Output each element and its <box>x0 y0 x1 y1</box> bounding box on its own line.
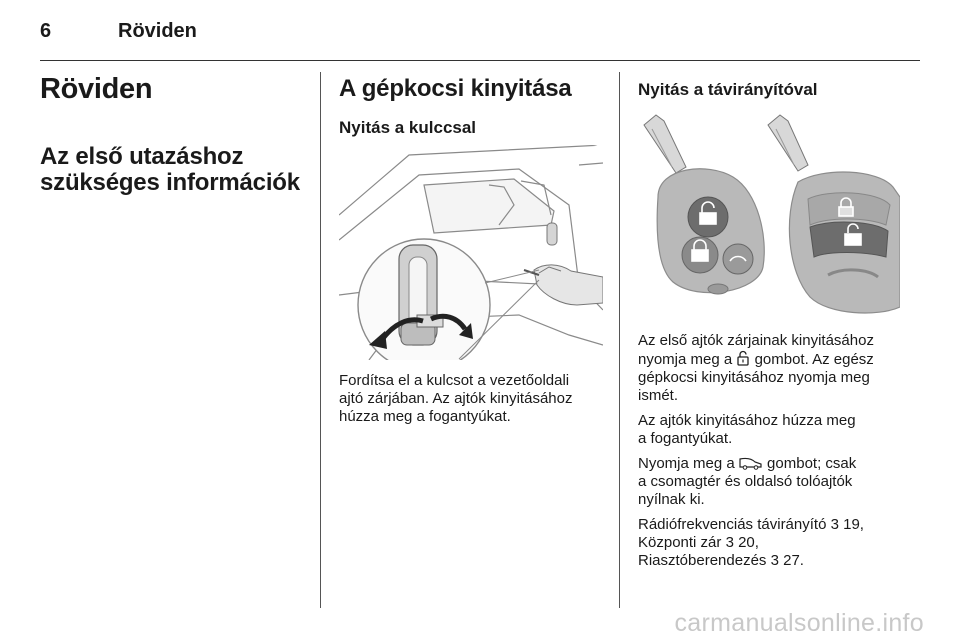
paragraph-pull-handles <box>638 412 913 448</box>
illustration-remote-keys <box>638 107 900 319</box>
ref-remote-control[interactable] <box>638 516 913 534</box>
door-key-drawing <box>339 145 603 360</box>
p1-line4: ismét. <box>638 387 679 404</box>
ref-arrow-icon: 3 <box>725 534 734 551</box>
subheading-remote: Nyitás a távirányítóval <box>638 80 818 99</box>
ref-arrow-icon: 3 <box>830 516 839 533</box>
ref-alarm-page: 27. <box>783 552 804 569</box>
ref-arrow-icon: 3 <box>770 552 779 569</box>
ref-alarm-text: Riasztóberendezés <box>638 552 767 569</box>
p3-line1-end: gombot; csak <box>767 455 857 472</box>
paragraph-unlock-front <box>638 332 913 405</box>
section-heading-line2: szükséges információk <box>40 168 300 196</box>
remote-text <box>638 332 913 577</box>
p3-line1 <box>638 455 913 473</box>
ref-central-lock[interactable] <box>638 534 913 552</box>
p1-line1: Az első ajtók zárjainak kinyitásához <box>638 332 874 349</box>
cross-references <box>638 516 913 570</box>
p1-line2-end: gombot. Az egész <box>754 351 874 368</box>
p3-line3: nyílnak ki. <box>638 491 705 508</box>
key-caption-line2: ajtó zárjában. Az ajtók kinyitásához <box>339 390 573 407</box>
p3-line1-start: Nyomja meg a <box>638 455 735 472</box>
column-divider-2 <box>619 72 620 608</box>
page-title: Röviden <box>40 73 153 105</box>
illustration-key-door <box>339 145 603 360</box>
subheading-key: Nyitás a kulccsal <box>339 118 477 137</box>
p2-line2: a fogantyúkat. <box>638 430 733 447</box>
van-rear-icon <box>739 456 763 470</box>
page-number: 6 <box>40 20 52 42</box>
ref-lock-page: 20, <box>738 534 759 551</box>
p2-line1: Az ajtók kinyitásához húzza meg <box>638 412 856 429</box>
remote-key-drawing <box>638 107 900 319</box>
ref-remote-text: Rádiófrekvenciás távirányító <box>638 516 827 533</box>
key-caption-line1: Fordítsa el a kulcsot a vezetőoldali <box>339 372 570 389</box>
watermark: carmanualsonline.info <box>674 609 924 637</box>
running-header: Röviden <box>118 20 197 42</box>
header-rule <box>40 60 920 61</box>
section-heading-line1: Az első utazáshoz <box>40 143 244 170</box>
key-caption-line3: húzza meg a fogantyúkat. <box>339 408 511 425</box>
ref-lock-text: Központi zár <box>638 534 722 551</box>
p1-line2-start: nyomja meg a <box>638 351 733 368</box>
ref-alarm[interactable] <box>638 552 913 570</box>
section-heading <box>40 144 300 196</box>
p1-line2 <box>638 350 913 369</box>
unlock-padlock-icon <box>736 350 750 366</box>
column-divider-1 <box>320 72 321 608</box>
p1-line3: gépkocsi kinyitásához nyomja meg <box>638 369 870 386</box>
paragraph-cargo-button <box>638 455 913 509</box>
key-caption <box>339 372 609 426</box>
p3-line2: a csomagtér és oldalsó tolóajtók <box>638 473 853 490</box>
chapter-heading: A gépkocsi kinyitása <box>339 75 572 102</box>
ref-remote-page: 19, <box>843 516 864 533</box>
